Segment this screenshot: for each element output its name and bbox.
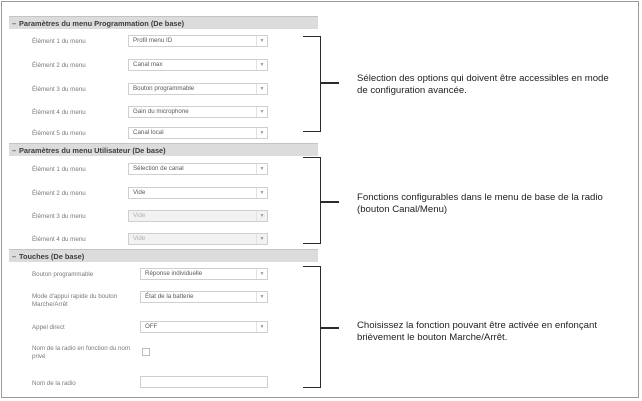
button-label: Appel direct — [32, 324, 65, 331]
radio-name-input[interactable] — [140, 376, 268, 388]
user-menu-item-3-select: Vide ▼ — [128, 210, 268, 222]
section-header-programmation[interactable] — [9, 16, 318, 29]
menu-item-label: Élément 1 du menu — [32, 38, 86, 45]
button-label: Nom de la radio — [32, 380, 76, 387]
power-quick-press-select[interactable]: État de la batterie ▼ — [140, 291, 268, 303]
radio-name-checkbox[interactable] — [142, 348, 150, 356]
menu-item-label: Élément 2 du menu — [32, 190, 86, 197]
bracket — [303, 157, 321, 244]
chevron-down-icon: ▼ — [256, 36, 267, 46]
menu-item-label: Élément 3 du menu — [32, 213, 86, 220]
menu-item-1-select[interactable]: Profil menu ID ▼ — [128, 35, 268, 47]
menu-item-label: Élément 1 du menu — [32, 166, 86, 173]
annotation-advanced-config: Sélection des options qui doivent être accessibles en mode de configuration avancée. — [357, 73, 609, 97]
user-menu-item-1-select[interactable]: Sélection de canal ▼ — [128, 163, 268, 175]
button-label: Bouton programmable — [32, 271, 94, 278]
chevron-down-icon: ▼ — [256, 292, 267, 302]
bracket — [303, 266, 321, 388]
chevron-down-icon: ▼ — [256, 188, 267, 198]
menu-item-4-select[interactable]: Gain du microphone ▼ — [128, 106, 268, 118]
section-header-touches[interactable] — [9, 249, 318, 262]
section-header-utilisateur[interactable] — [9, 143, 318, 156]
bracket — [303, 36, 321, 132]
chevron-down-icon: ▼ — [256, 211, 267, 221]
chevron-down-icon: ▼ — [256, 128, 267, 138]
button-label: Nom de la radio en fonction du nom privé — [32, 345, 131, 360]
menu-item-label: Élément 2 du menu — [32, 62, 86, 69]
chevron-down-icon: ▼ — [256, 164, 267, 174]
chevron-down-icon: ▼ — [256, 84, 267, 94]
button-label: Mode d'appui rapide du bouton Marche/Arrêt — [32, 293, 118, 308]
collapse-icon[interactable]: – — [11, 252, 17, 261]
section-title: Paramètres du menu Programmation (De base) — [19, 19, 185, 28]
section-title: Touches (De base) — [19, 252, 85, 261]
bracket-pointer — [321, 327, 339, 329]
chevron-down-icon: ▼ — [256, 269, 267, 279]
user-menu-item-4-select: Vide ▼ — [128, 233, 268, 245]
chevron-down-icon: ▼ — [256, 60, 267, 70]
collapse-icon[interactable]: – — [11, 19, 17, 28]
menu-item-5-select[interactable]: Canal local ▼ — [128, 127, 268, 139]
chevron-down-icon: ▼ — [256, 107, 267, 117]
programmable-button-select[interactable]: Réponse individuelle ▼ — [140, 268, 268, 280]
collapse-icon[interactable]: – — [11, 146, 17, 155]
menu-item-label: Élément 4 du menu — [32, 236, 86, 243]
menu-item-label: Élément 5 du menu — [32, 130, 86, 137]
menu-item-label: Élément 4 du menu — [32, 109, 86, 116]
chevron-down-icon: ▼ — [256, 234, 267, 244]
annotation-user-menu: Fonctions configurables dans le menu de base de la radio (bouton Canal/Menu) — [357, 192, 603, 216]
chevron-down-icon: ▼ — [256, 322, 267, 332]
menu-item-3-select[interactable]: Bouton programmable ▼ — [128, 83, 268, 95]
menu-item-label: Élément 3 du menu — [32, 86, 86, 93]
bracket-pointer — [321, 201, 339, 203]
direct-call-select[interactable]: OFF ▼ — [140, 321, 268, 333]
menu-item-2-select[interactable]: Canal max ▼ — [128, 59, 268, 71]
annotation-power-button: Choisissez la fonction pouvant être activée en enfonçant brièvement le bouton Marche/Arrêt. — [357, 320, 597, 344]
bracket-pointer — [321, 82, 339, 84]
section-title: Paramètres du menu Utilisateur (De base) — [19, 146, 166, 155]
user-menu-item-2-select[interactable]: Vide ▼ — [128, 187, 268, 199]
